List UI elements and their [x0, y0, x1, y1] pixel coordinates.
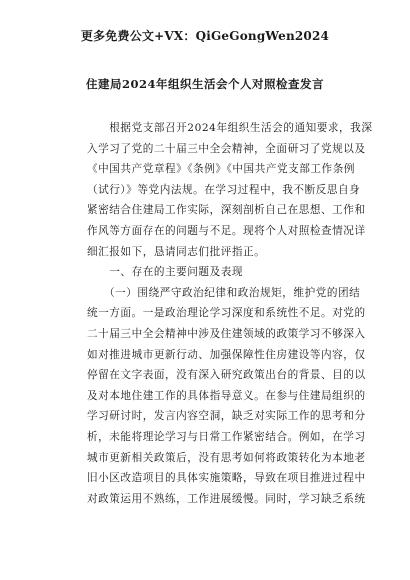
body-line: 学习研讨时，发言内容空洞，缺乏对实际工作的思考和分	[87, 410, 366, 423]
body-line: 旧小区改造项目的具体实施策略，导致在项目推进过程中	[87, 472, 366, 485]
section-heading: 一、存在的主要问题及表现	[87, 266, 244, 279]
body-line: 析，未能将理论学习与日常工作紧密结合。例如，在学习	[87, 430, 366, 443]
body-line: 如对推进城市更新行动、加强保障性住房建设等内容，仅	[87, 348, 366, 361]
body-line: （一）围绕严守政治纪律和政治规矩，维护党的团结	[87, 286, 361, 299]
body-line: 作风等方面存在的问题与不足。现将个人对照检查情况详	[87, 224, 366, 237]
body-line: 二十届三中全会精神中涉及住建领域的政策学习不够深入	[87, 327, 366, 340]
document-title: 住建局2024年组织生活会个人对照检查发言	[85, 77, 324, 91]
body-line: （试行）》等党内法规。在学习过程中，我不断反思自身	[87, 183, 361, 196]
body-line: 细汇报如下，恳请同志们批评指正。	[87, 245, 266, 258]
body-line: 城市更新相关政策后，没有思考如何将政策转化为本地老	[87, 451, 366, 464]
body-line: 统一方面。一是政治理论学习深度和系统性不足。对党的	[87, 307, 366, 320]
body-line: 对政策运用不熟练，工作进展缓慢。同时，学习缺乏系统	[87, 492, 366, 505]
body-line: 入学习了党的二十届三中全会精神，全面研习了党规以及	[87, 142, 366, 155]
body-line: 紧密结合住建局工作实际，深刻剖析自己在思想、工作和	[87, 204, 366, 217]
document-body	[87, 118, 373, 509]
body-line: 《中国共产党章程》《条例》《中国共产党支部工作条例	[87, 163, 355, 176]
body-line: 停留在文字表面，没有深入研究政策出台的背景、目的以	[87, 369, 366, 382]
body-line: 根据党支部召开2024年组织生活会的通知要求，我深	[87, 122, 373, 134]
body-line: 及对本地住建工作的具体指导意义。在参与住建局组织的	[87, 389, 366, 402]
header-watermark-text: 更多免费公文+VX：QiGeGongWen2024	[80, 29, 330, 43]
